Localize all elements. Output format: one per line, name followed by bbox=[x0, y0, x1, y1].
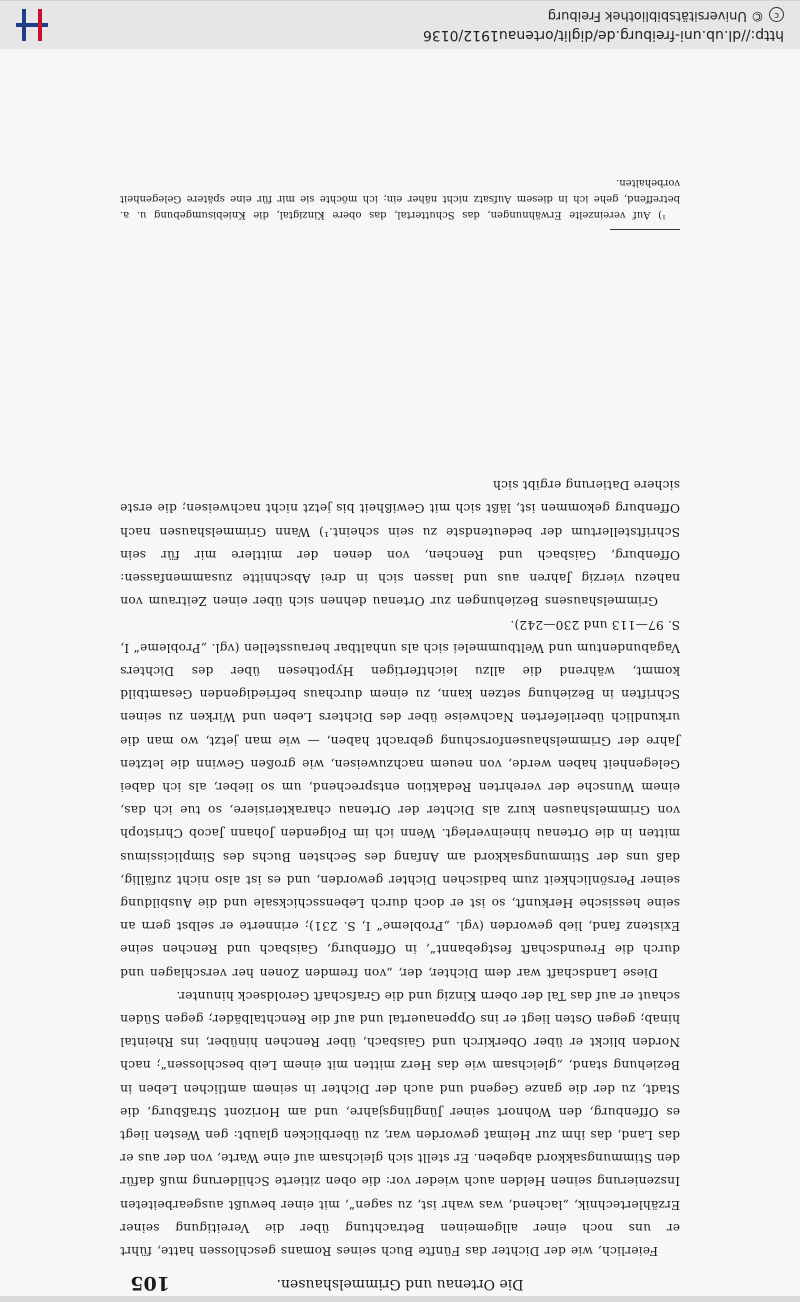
footnote bbox=[120, 174, 680, 222]
paragraph: Feierlich, wie der Dichter das Fünfte Buch seines Romans geschlossen hatte, führt er uns noch einer allgemeinen Betrachtung über die Vereitigung seiner Erzählertechnik, „lachend, was wahr ist, zu sagen“, mit einer bewußt ausgearbeiteten Inszenierung seinen Helden auch wieder vor: die oben zitierte Schilderung muß dafür den Stimmungsakkord abgeben. Er stellt sich gleichsam auf eine Warte, von der aus er das Land, das ihm zur Heimat geworden war, zu überblicken glaubt: gen Westen liegt es Offenburg, den Wohnort seiner Jünglingsjahre, und am Horizont Straßburg, die Stadt, zu der die ganze Gegend und auch der Dichter in seinem amtlichen Leben in Beziehung stand, „gleichsam wie das Herz mitten mit einem Leib beschlossen“; nach Norden blickt er über Oberkirch und Gaisbach, über Renchen hinüber, ins Rheintal hinab; gegen Osten liegt er ins Oppenauertal und auf die Renchtalbäder; gegen Süden schaut er auf das Tal der obern Kinzig und die Grafschaft Geroldseck hinunter. bbox=[120, 988, 680, 1258]
running-head: Die Ortenau und Grimmelshausen. bbox=[276, 1276, 524, 1292]
page-edge bbox=[0, 1296, 800, 1302]
source-url[interactable]: http://dl.ub.uni-freiburg.de/diglit/ortenau1912/0136 bbox=[422, 27, 784, 43]
paragraph: Grimmelshausens Beziehungen zur Ortenau dehnen sich über einen Zeitraum von nahezu vierzig Jahren aus und lassen sich in drei Abschnitte zusammenfassen: Offenburg, Gaisbach und Renchen, von denen der mittlere mir für sein Schriftstellertum der bedeutendste zu sein scheint.¹) Wann Grimmelshausen nach Offenburg gekommen ist, läßt sich mit Gewißheit bis jetzt nicht nachweisen; die erste sichere Datierung ergibt sich bbox=[120, 478, 680, 609]
copyright-text: © Universitätsbibliothek Freiburg bbox=[547, 8, 764, 23]
main-text bbox=[120, 473, 680, 1262]
viewer-footer-bar bbox=[0, 0, 800, 49]
footnote-divider bbox=[610, 229, 680, 230]
university-logo-icon bbox=[12, 5, 52, 45]
copyright-icon: c bbox=[769, 7, 784, 22]
footnote-text: ¹) Auf vereinzelte Erwähnungen, das Schuttertal, das obere Kinzigtal, die Kniebisumgebung u. a. betreffend, gehe ich in diesem Aufsatz nicht näher ein; ich möchte sie mir für eine spätere Gelegenheit vorbehalten. bbox=[120, 177, 680, 220]
paragraph: Diese Landschaft war dem Dichter, der, „von fremden Zonen her verschlagen und durch die Freundschaft festgebannt“, in Offenburg, Gaisbach und Renchen seine Existenz fand, lieb geworden (vgl. „Probleme“ I, S. 231); erinnerte er selbst gern an seine hessische Herkunft, so ist er doch durch Lebensschicksale und die Ausbildung seiner Persönlichkeit zum badischen Dichter geworden, und es ist also nicht zufällig, daß uns der Stimmungsakkord am Anfang des Sechsten Buchs des Simplicissimus mitten in die Ortenau hineinverlegt. Wenn ich im Folgenden Johann Jacob Christoph von Grimmelshausen kurz als Dichter der Ortenau charakterisiere, so tue ich das, einem Wunsche der verehrten Redaktion entsprechend, um so lieber, als ich dabei Gelegenheit haben werde, von neuem nachzuweisen, wie großen Gewinn die letzten Jahre der Grimmelshausenforschung gebracht haben, — wie man jetzt, wo man die urkundlich überlieferten Nachweise über des Dichters Leben und Wirken zu seinen Schriften in Beziehung setzen kann, zu einem durchaus befriedigenden Gesamtbild kommt, während die allzu leichtfertigen Hypothesen über des Dichters Vagabundentum und Weltbummelei sich als unhaltbar herausstellen (vgl. „Probleme“ I, S. 97—113 und 230—242). bbox=[120, 617, 680, 980]
page-number: 105 bbox=[130, 1272, 170, 1294]
